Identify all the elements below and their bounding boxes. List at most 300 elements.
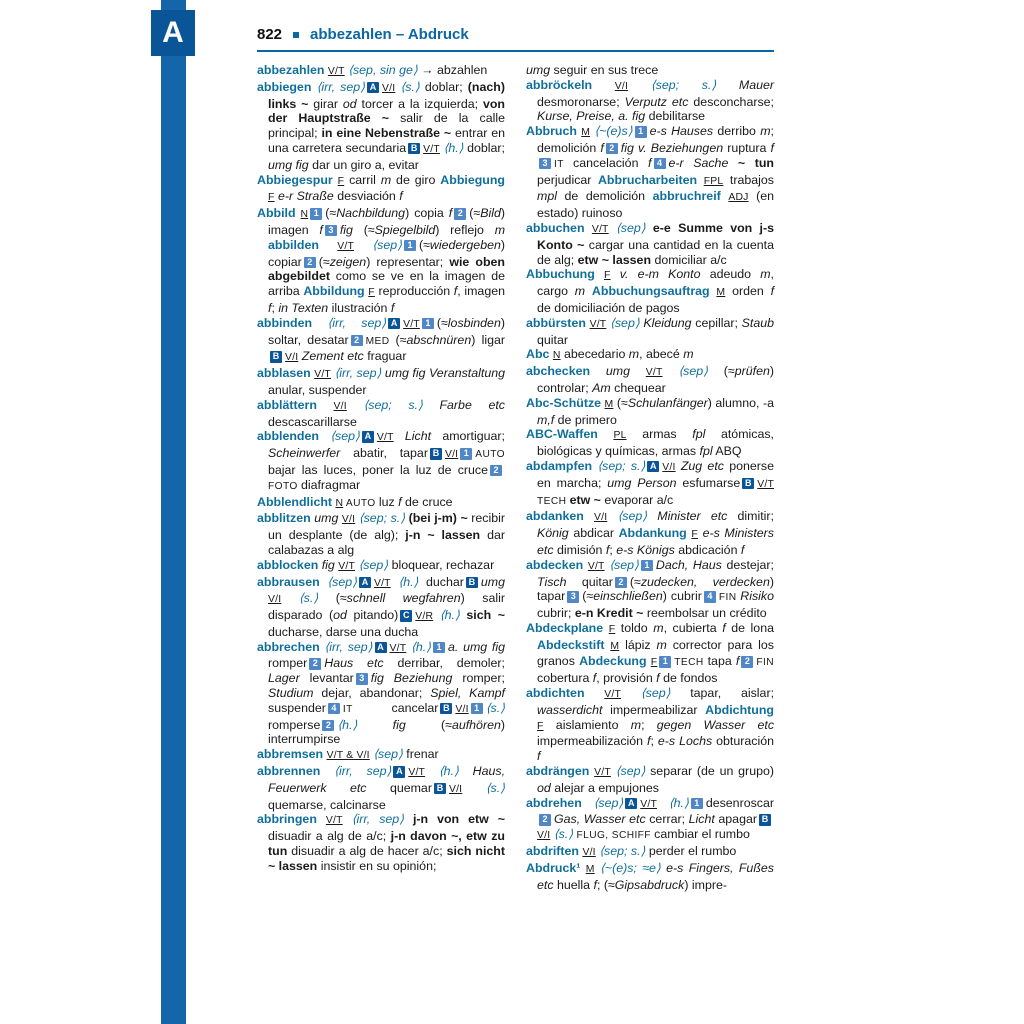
dictionary-entry [526, 124, 774, 221]
translation-text: ilustración [331, 300, 391, 315]
sense-number-badge: 1 [433, 642, 445, 654]
translation-text: cobertura [537, 671, 593, 686]
dictionary-entry [526, 764, 774, 796]
italic-label: f [448, 206, 453, 221]
dictionary-entry [526, 459, 774, 509]
section-letter-badge: A [393, 766, 405, 778]
italic-label: m,f [537, 412, 555, 427]
translation-text: insistir en su opinión; [320, 858, 437, 873]
italic-label: Zement etc [298, 349, 368, 364]
part-of-speech-tag: F [691, 529, 698, 541]
sense-number-badge: 3 [325, 225, 337, 237]
italic-label: wiedergeben [429, 237, 501, 252]
italic-label: Am [592, 380, 615, 395]
translation-text: armas [626, 427, 693, 442]
translation-text: cerrar; [649, 812, 689, 827]
bold-phrase: e-e Summe von j-s Konto ~ [537, 220, 774, 252]
italic-label: wasserdicht [537, 702, 611, 717]
translation-text: levantar [309, 671, 354, 686]
grammar-brackets: ⟨h.⟩ [337, 717, 393, 732]
grammar-tag: V/T [408, 767, 426, 779]
italic-label: Licht [393, 429, 443, 444]
sense-number-badge: 4 [704, 591, 716, 603]
translation-text: , abecé [639, 347, 684, 362]
sense-number-badge: 1 [460, 448, 472, 460]
section-letter-badge: B [440, 703, 452, 715]
translation-text: (≈ [613, 395, 628, 410]
translation-text: entrar en una carretera secundaria [268, 126, 506, 155]
translation-text: frenar [406, 747, 439, 762]
grammar-brackets: ⟨h.⟩ [439, 140, 468, 155]
grammar-brackets: ⟨sep, sin ge⟩ [344, 63, 422, 77]
section-letter-badge: B [466, 577, 478, 589]
italic-label: f [647, 734, 651, 749]
italic-label: Dach, Haus [655, 557, 727, 572]
translation-text: tapar, aislar; [690, 686, 775, 701]
italic-label: fig [392, 717, 441, 732]
translation-text: cargar una cantidad en la cuenta de alg; [537, 237, 774, 267]
italic-label: m [760, 124, 771, 139]
headword: abbürsten [526, 315, 590, 330]
translation-text: ) alumno, -a [707, 395, 774, 410]
grammar-tag: V/I [662, 461, 676, 473]
grammar-tag: V/I [537, 830, 551, 842]
italic-label: losbinden [447, 315, 501, 330]
italic-label: umg fig [268, 157, 313, 172]
section-letter-badge: A [625, 798, 637, 810]
italic-label: fig [321, 557, 339, 572]
part-of-speech-tag: F [268, 192, 275, 204]
translation-text: de giro [391, 172, 441, 187]
italic-label: Bild [480, 206, 501, 221]
section-letter-badge: A [388, 318, 400, 330]
italic-label: m [760, 267, 771, 282]
field-label: FIN [718, 592, 741, 604]
dictionary-entry [257, 495, 505, 512]
dictionary-entry [257, 812, 505, 873]
headword: abbremsen [257, 747, 327, 762]
italic-label: f [740, 542, 745, 557]
headword: abblasen [257, 366, 315, 381]
grammar-brackets: ⟨irr, sep⟩ [316, 79, 365, 94]
translation-text: reembolsar un crédito [646, 606, 767, 621]
translation-text: (≈ [395, 332, 407, 347]
sense-number-badge: 1 [422, 318, 434, 330]
italic-label: Scheinwerfer [268, 446, 354, 461]
translation-text: ) interrumpirse [268, 717, 505, 747]
translation-text: romperse [268, 717, 321, 732]
translation-text [585, 284, 592, 298]
section-letter-badge: B [759, 814, 771, 826]
italic-label: e-s Hauses [649, 124, 718, 139]
section-letter-badge: A [362, 431, 374, 443]
translation-text: dimisión [556, 542, 606, 557]
translation-text: esfumarse [682, 475, 741, 490]
sense-number-badge: 1 [641, 560, 653, 572]
italic-label: e-s Lochs [657, 734, 717, 749]
translation-text: destejar; [726, 557, 774, 572]
italic-label: Kurse, Preise, a. fig [537, 109, 649, 124]
field-label: AUTO [343, 497, 379, 509]
translation-text: desconcharse; [693, 94, 774, 109]
grammar-tag: V/T [327, 66, 345, 77]
headword: Abc [526, 347, 553, 362]
headword: Abblendlicht [257, 494, 336, 509]
dictionary-entry [526, 347, 774, 364]
italic-label: Zug etc [675, 458, 730, 473]
grammar-tag: V/T [373, 577, 391, 589]
translation-text: (≈ [363, 222, 375, 237]
headword: abbringen [257, 812, 326, 827]
translation-text: de cruce [401, 494, 453, 509]
translation-text: perjudicar [537, 172, 598, 187]
translation-text: toldo [615, 620, 654, 635]
grammar-brackets: ⟨irr, sep⟩ [327, 315, 387, 330]
header-rule [257, 50, 774, 52]
translation-text: ) copiar [268, 237, 506, 269]
grammar-tag: V/T [640, 798, 657, 810]
italic-label: m [574, 284, 586, 299]
translation-text: desviación [337, 189, 400, 204]
letter-tab-label: A [162, 16, 184, 49]
translation-text: lápiz [619, 637, 657, 652]
translation-text: perder el rumbo [648, 844, 737, 859]
grammar-tag: V/I [455, 703, 469, 715]
italic-label: f [735, 654, 740, 669]
translation-text: quemarse, calcinarse [268, 797, 386, 812]
grammar-brackets: ⟨sep⟩ [355, 557, 392, 572]
bold-phrase: j-n von etw ~ [412, 812, 505, 827]
translation-text: , cubierta [663, 620, 723, 635]
bold-phrase: von der Hauptstraße ~ [268, 96, 505, 126]
italic-label: Spiel, Kampf [430, 686, 505, 701]
translation-text: chequear [614, 380, 666, 395]
italic-label: mpl [537, 189, 557, 204]
dictionary-entry [526, 316, 774, 348]
grammar-brackets: ⟨s.⟩ [281, 591, 336, 606]
bold-phrase: j-n davon ~, etw zu tun [268, 829, 505, 859]
sense-number-badge: 3 [567, 591, 579, 603]
dictionary-entry [257, 173, 505, 207]
grammar-tag: V/T [587, 560, 605, 572]
translation-text: ; (≈ [596, 877, 615, 892]
alphabet-sidebar-bar [161, 0, 186, 1024]
italic-label: fpl [692, 427, 706, 442]
translation-text: luz [378, 494, 399, 509]
letter-tab [151, 10, 195, 56]
italic-label: umg fig Veranstaltung [384, 366, 506, 381]
grammar-brackets: ⟨s.⟩ [462, 780, 506, 795]
translation-text: ) controlar; [537, 364, 774, 395]
translation-text: descascarillarse [268, 414, 357, 429]
italic-label: Spiegelbild [374, 222, 436, 237]
grammar-brackets: ⟨h.⟩ [390, 574, 426, 589]
headword: Abbiegung [440, 172, 505, 187]
translation-text: quitar [537, 332, 568, 347]
grammar-brackets: ⟨sep; s.⟩ [355, 511, 409, 526]
headword: Abbuchung [526, 267, 604, 282]
grammar-brackets: ⟨h.⟩ [657, 795, 689, 810]
section-letter-badge: A [375, 642, 387, 654]
field-label: IT [342, 703, 392, 715]
translation-text: impermeabilizar [610, 702, 706, 717]
italic-label: gegen Wasser etc [656, 717, 775, 732]
part-of-speech-tag: M [581, 127, 591, 139]
italic-label: f [770, 140, 774, 155]
translation-text: ) impre- [684, 877, 728, 892]
italic-label: m [656, 637, 667, 652]
translation-text: ) salir disparado ( [268, 591, 505, 623]
translation-text: disuadir a alg de hacer a/c; [291, 844, 447, 859]
part-of-speech-tag: N [335, 497, 344, 509]
italic-label: Gipsabdruck [614, 877, 685, 892]
translation-text: , cargo [537, 267, 774, 299]
translation-text: ; [650, 734, 658, 749]
italic-label: Licht [688, 812, 719, 827]
translation-text: diafragmar [300, 477, 361, 492]
translation-text: impermeabilización [537, 734, 648, 749]
translation-text: carril [344, 172, 381, 187]
part-of-speech-tag: PL [613, 430, 627, 442]
italic-label: f [656, 671, 660, 686]
headword: abdrängen [526, 764, 595, 779]
translation-text: dimitir; [737, 509, 774, 524]
translation-text: anular, suspender [268, 382, 367, 397]
translation-text: ; demolición [537, 124, 774, 155]
sense-number-badge: 1 [659, 656, 671, 668]
headword: ABC-Waffen [526, 427, 614, 442]
translation-text: ) reflejo [435, 222, 495, 237]
bold-phrase: sich ~ [466, 608, 505, 623]
italic-label: fig v. Beziehungen [620, 140, 728, 155]
dictionary-entry [257, 398, 505, 430]
grammar-tag: V/T [594, 767, 611, 779]
field-label: MED [365, 335, 396, 347]
dictionary-entry [257, 63, 505, 80]
dictionary-entry [257, 206, 505, 316]
dictionary-entry [526, 796, 774, 844]
section-letter-badge: A [359, 577, 371, 589]
italic-label: zudecken, verdecken [640, 574, 770, 589]
grammar-tag: V/I [444, 449, 459, 461]
grammar-brackets: ⟨sep⟩ [606, 315, 644, 330]
headword: Abdichtung [705, 702, 774, 717]
headword: abbinden [257, 315, 328, 330]
translation-text: (≈ [335, 591, 347, 606]
translation-text: ) imagen [268, 206, 505, 237]
italic-label: e-s Fingers, Fußes etc [537, 860, 774, 892]
bold-phrase: ~ tun [737, 155, 774, 170]
page-header [257, 26, 774, 43]
headword: Abbildung [303, 284, 369, 299]
headword: Abdeckung [579, 654, 651, 669]
sense-number-badge: 2 [454, 208, 466, 220]
italic-label: Nachbildung [336, 206, 406, 221]
italic-label: Farbe etc [439, 397, 505, 412]
grammar-tag: V/I [341, 514, 356, 526]
grammar-brackets: ⟨irr, sep⟩ [342, 812, 413, 827]
sense-number-badge: 4 [654, 158, 666, 170]
grammar-tag: V/T [645, 367, 663, 379]
translation-text: dar calabazas a alg [268, 528, 505, 557]
grammar-brackets: ⟨sep; s.⟩ [346, 397, 440, 412]
italic-label: f [319, 222, 323, 237]
field-label: TECH [674, 657, 708, 669]
italic-label: m [628, 347, 640, 362]
translation-text: , imagen [457, 284, 505, 299]
translation-text: de fondos [659, 671, 718, 686]
grammar-tag: V/T [389, 642, 407, 654]
grammar-brackets: ⟨sep; s.⟩ [628, 77, 739, 92]
translation-text: tapa [707, 654, 736, 669]
translation-text: ABQ [712, 444, 742, 459]
grammar-brackets: ⟨s.⟩ [550, 827, 577, 842]
translation-text: abatir, tapar [353, 446, 428, 461]
grammar-brackets: ⟨irr, sep⟩ [334, 764, 392, 779]
italic-label: fig [339, 222, 364, 237]
italic-label: umg [480, 574, 505, 589]
dictionary-entry [526, 267, 774, 315]
translation-text: abecedario [560, 347, 629, 362]
translation-text: (≈ [582, 589, 594, 604]
translation-text: separar (de un grupo) [650, 764, 774, 779]
italic-label: zeigen [329, 254, 367, 269]
translation-text: alejar a empujones [554, 780, 659, 795]
italic-label: Kleidung [643, 315, 696, 330]
bold-phrase: (nach) links ~ [268, 79, 505, 111]
column-right [526, 63, 774, 892]
translation-text: trabajos [723, 172, 774, 187]
grammar-brackets: ⟨h.⟩ [406, 639, 432, 654]
italic-label: f [390, 300, 395, 315]
grammar-tag: V/T [589, 318, 607, 330]
column-left [257, 63, 505, 892]
italic-label: od [342, 96, 362, 111]
grammar-tag: V/T [423, 143, 440, 155]
grammar-brackets: ⟨sep⟩ [610, 764, 651, 779]
translation-text: de demolición [556, 189, 653, 204]
dictionary-entry [526, 427, 774, 459]
sense-number-badge: 2 [304, 257, 316, 269]
grammar-brackets: ⟨h.⟩ [433, 608, 467, 623]
grammar-brackets: ⟨irr, sep⟩ [330, 366, 385, 381]
translation-text: adeudo [709, 267, 761, 282]
part-of-speech-tag: M [604, 398, 614, 410]
translation-text: cancelación [573, 155, 649, 170]
italic-label: umg [526, 63, 554, 77]
sense-number-badge: 1 [635, 126, 647, 138]
headword: abdichten [526, 686, 605, 701]
section-letter-badge: A [367, 82, 379, 94]
dictionary-entry [257, 316, 505, 366]
headword: Abbiegespur [257, 172, 338, 187]
headword: abbrechen [257, 639, 325, 654]
italic-label: m [380, 172, 392, 187]
translation-text: abdicar [573, 526, 619, 541]
dictionary-entry [257, 575, 505, 640]
part-of-speech-tag: F [650, 657, 658, 669]
bold-phrase: sich nicht ~ lassen [268, 844, 505, 873]
sense-number-badge: 2 [351, 335, 363, 347]
italic-label: f [600, 140, 604, 155]
dictionary-columns [257, 63, 774, 892]
italic-label: v. e-m Konto [610, 267, 710, 282]
translation-text: corrector para los granos [537, 637, 774, 669]
italic-label: Minister etc [657, 509, 738, 524]
grammar-tag: V/T [337, 240, 355, 252]
italic-label: Mauer [738, 77, 775, 92]
section-letter-badge: B [430, 448, 442, 460]
italic-label: f [268, 300, 272, 315]
translation-text: ) cubrir [662, 589, 702, 604]
sense-number-badge: 2 [309, 658, 321, 670]
grammar-tag: V/I [582, 847, 596, 859]
grammar-brackets: ⟨s.⟩ [395, 79, 425, 94]
headword: abdanken [526, 509, 594, 524]
translation-text: cambiar el rumbo [654, 827, 750, 842]
translation-text: duchar [426, 574, 464, 589]
italic-label: e-s Ministers etc [537, 526, 774, 557]
grammar-brackets: ⟨sep⟩ [621, 686, 691, 701]
grammar-tag: V/I [594, 512, 608, 524]
part-of-speech-tag: N [552, 350, 561, 362]
headword: Abbrucharbeiten [597, 172, 704, 187]
grammar-tag: V/I [382, 82, 396, 94]
translation-text: (≈ [418, 237, 430, 252]
translation-text: derribar, demoler; [397, 656, 506, 671]
bold-phrase: etw ~ lassen [577, 252, 655, 267]
grammar-brackets: ⟨sep⟩ [593, 795, 624, 810]
headword: Abdankung [618, 526, 692, 541]
italic-label: umg [605, 364, 646, 379]
italic-label: abschnüren [406, 332, 472, 347]
grammar-brackets: ⟨~(e)s; ≈e⟩ [594, 860, 667, 875]
translation-text: dejar, abandonar; [321, 686, 431, 701]
grammar-tag: V/T [591, 223, 609, 235]
italic-label: Studium [268, 686, 322, 701]
translation-text: doblar; [424, 79, 468, 94]
italic-label: prüfen [734, 364, 770, 379]
italic-label: a. umg fig [448, 639, 505, 654]
sense-number-badge: 4 [328, 703, 340, 715]
translation-text: doblar; [467, 140, 505, 155]
grammar-tag: V/T [325, 815, 343, 827]
translation-text: cancelar [391, 700, 439, 715]
grammar-brackets: ⟨~(e)s⟩ [590, 124, 633, 139]
dictionary-entry [257, 640, 505, 748]
italic-label: m [683, 347, 694, 362]
headword: Abdeckplane [526, 620, 609, 635]
headword: abbruchreif [652, 189, 729, 204]
grammar-brackets: ⟨sep⟩ [354, 237, 402, 252]
field-label: TECH [537, 495, 570, 507]
translation-text: recibir un desplante (de alg); [268, 511, 505, 543]
grammar-tag: V/T [604, 689, 622, 701]
italic-label: Schulanfänger [627, 395, 708, 410]
italic-label: Lager [268, 671, 310, 686]
translation-text: como se ve en la imagen de arriba [268, 269, 505, 299]
bold-phrase: in eine Nebenstraße ~ [321, 126, 455, 141]
translation-text: desmoronarse; [537, 94, 625, 109]
translation-text: ) tapar [537, 574, 774, 604]
dictionary-entry [526, 396, 774, 428]
section-letter-badge: B [742, 478, 754, 490]
translation-text: de primero [554, 412, 617, 427]
page-content [257, 26, 774, 892]
italic-label: Verputz etc [624, 94, 694, 109]
italic-label: f [648, 155, 652, 170]
translation-text: , provisión [596, 671, 657, 686]
